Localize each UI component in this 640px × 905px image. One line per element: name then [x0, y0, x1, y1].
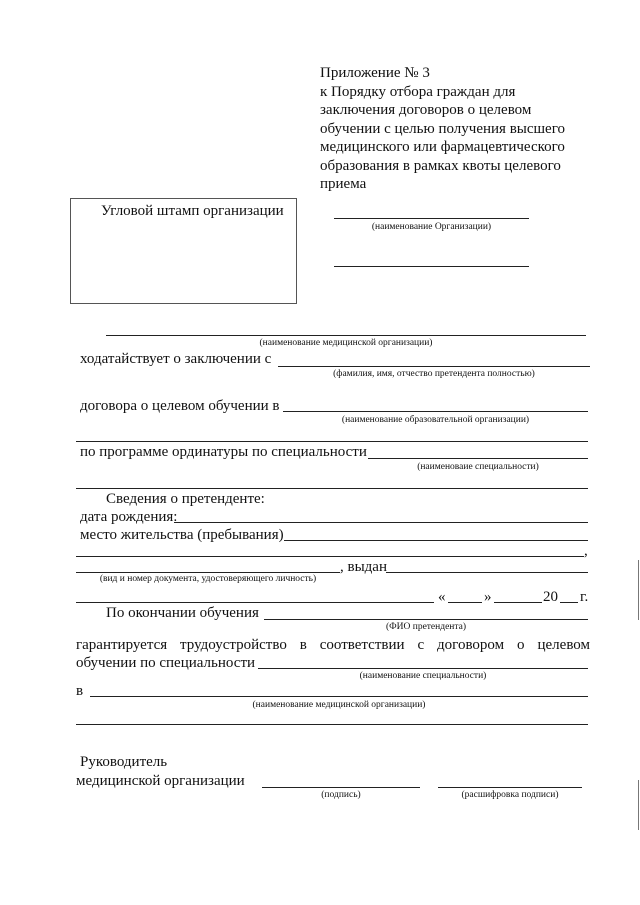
issued-label: , выдан: [340, 559, 387, 575]
signature-decode-caption: (расшифровка подписи): [461, 790, 559, 800]
residence-label: место жительства (пребывания): [80, 527, 284, 543]
quote-open: «: [438, 589, 446, 605]
residence-line[interactable]: [284, 540, 588, 541]
in-label: в: [76, 683, 84, 699]
scan-edge-mark: [638, 560, 639, 620]
petitions-label: ходатайствует о заключении с: [80, 351, 272, 367]
employer-org-line[interactable]: [90, 696, 588, 697]
contract-label: договора о целевом обучении в: [80, 398, 280, 414]
edu-org-line[interactable]: [283, 411, 588, 412]
issued-by-line[interactable]: [386, 572, 588, 573]
id-doc-caption: (вид и номер документа, удостоверяющего личность): [99, 574, 317, 584]
appendix-header: [320, 64, 620, 194]
signature-caption: (подпись): [321, 790, 361, 800]
org-name-line[interactable]: [334, 218, 529, 219]
candidate-fio-line[interactable]: [264, 619, 588, 620]
id-doc-line[interactable]: [76, 572, 340, 573]
program-label: по программе ординатуры по специальности: [80, 444, 367, 460]
org-extra-line[interactable]: [334, 266, 529, 267]
residence-extra-line[interactable]: [76, 556, 584, 557]
appendix-line: приема: [320, 176, 367, 192]
specialty-caption: (наименоваие специальности): [417, 462, 539, 472]
candidate-name-caption: (фамилия, имя, отчество претендента полностью): [333, 369, 535, 379]
appendix-line: к Порядку отбора граждан для: [320, 83, 516, 100]
med-org-line[interactable]: [106, 335, 586, 336]
appendix-line: медицинского или фармацевтического: [320, 139, 565, 155]
candidate-name-line[interactable]: [278, 366, 590, 367]
appendix-line: образования в рамках квоты целевого: [320, 157, 561, 174]
year-prefix: 20: [543, 589, 558, 605]
org-name-caption: (наименование Организации): [371, 222, 492, 232]
year-suffix: г.: [580, 589, 589, 605]
issue-year-line[interactable]: [560, 602, 578, 603]
specialty-extra-line[interactable]: [76, 488, 588, 489]
appendix-line: заключения договоров о целевом: [320, 102, 532, 118]
issued-by-extra-line[interactable]: [76, 602, 434, 603]
issue-month-line[interactable]: [494, 602, 542, 603]
specialty2-caption: (наименование специальности): [359, 671, 487, 681]
scan-edge-mark: [638, 780, 639, 830]
edu-org-extra-line[interactable]: [76, 441, 588, 442]
edu-org-caption: (наименование образовательной организации): [341, 415, 530, 425]
birth-date-line[interactable]: [174, 522, 588, 523]
med-org-caption: (наименование медицинской организации): [259, 338, 433, 348]
specialty-line[interactable]: [368, 458, 588, 459]
med-org2-caption: (наименование медицинской организации): [252, 700, 426, 710]
head-label-line1: Руководитель: [80, 754, 168, 770]
fio-caption: (ФИО претендента): [385, 622, 467, 632]
corner-stamp-box: [70, 198, 297, 304]
signature-decode-line[interactable]: [438, 787, 582, 788]
appendix-line: Приложение № 3: [320, 65, 430, 81]
training-spec-line[interactable]: [258, 668, 588, 669]
after-training-label: По окончании обучения: [106, 605, 259, 621]
training-spec-label: обучении по специальности: [76, 655, 256, 671]
birth-date-label: дата рождения:: [80, 509, 178, 525]
guarantee-text: гарантируется трудоустройство в соответствии с договором о целевом: [76, 637, 590, 653]
issue-day-line[interactable]: [448, 602, 482, 603]
appendix-line: обучении с целью получения высшего: [320, 120, 565, 137]
candidate-info-title: Сведения о претенденте:: [106, 491, 265, 507]
signature-line[interactable]: [262, 787, 420, 788]
corner-stamp-label: Угловой штамп организации: [101, 203, 284, 219]
quote-close: »: [484, 589, 492, 605]
head-label-line2: медицинской организации: [76, 773, 245, 789]
employer-org-extra-line[interactable]: [76, 724, 588, 725]
residence-comma: ,: [584, 543, 588, 559]
